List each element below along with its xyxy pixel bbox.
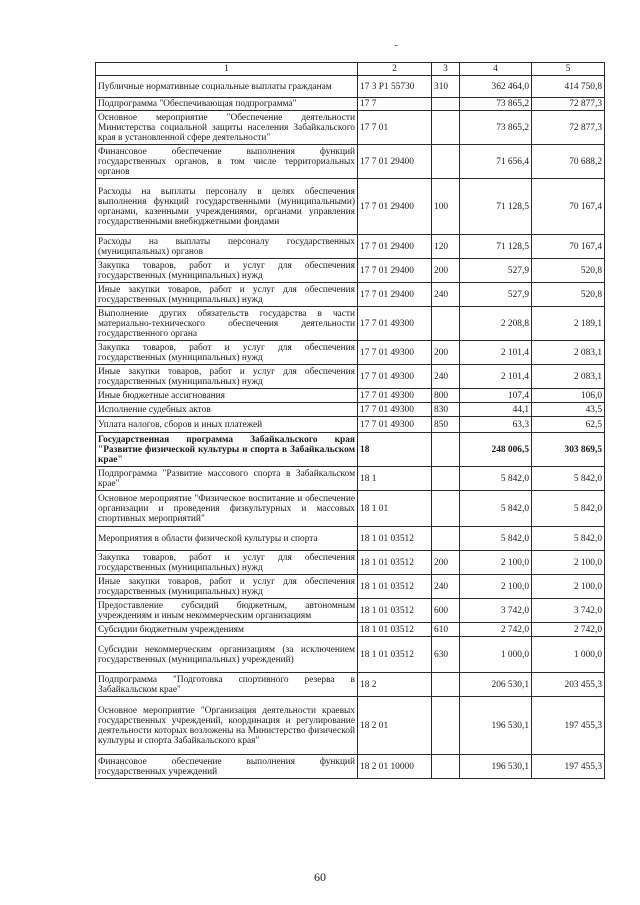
- row-code: 17 7 01 49300: [358, 403, 432, 417]
- row-name: Расходы на выплаты персоналу в целях обеспечения выполнения функций государственными (муниципальными) органами, казенными учреждениями, органами управления государственными внебюджетными фондами: [96, 179, 358, 235]
- row-name: Подпрограмма "Обеспечивающая подпрограмма": [96, 98, 358, 111]
- row-code: 17 7 01 49300: [358, 307, 432, 341]
- table-row: [96, 235, 605, 259]
- row-code: 18 1 01 03512: [358, 551, 432, 575]
- row-expense-type: 100: [432, 179, 460, 235]
- row-expense-type: [432, 755, 460, 779]
- row-code: 17 7 01 29400: [358, 235, 432, 259]
- row-value-col4: 206 530,1: [460, 673, 532, 697]
- table-row: [96, 433, 605, 467]
- row-code: 18 1 01 03512: [358, 575, 432, 599]
- row-expense-type: 630: [432, 637, 460, 673]
- row-value-col5: 72 877,3: [532, 98, 605, 111]
- row-code: 18 1 01 03512: [358, 527, 432, 551]
- row-value-col5: 414 750,8: [532, 76, 605, 98]
- row-expense-type: 240: [432, 283, 460, 307]
- row-code: 17 7 01 49300: [358, 389, 432, 403]
- row-name: Расходы на выплаты персоналу государственных (муниципальных) органов: [96, 235, 358, 259]
- table-row: [96, 697, 605, 755]
- row-name: Уплата налогов, сборов и иных платежей: [96, 417, 358, 433]
- table-row: [96, 179, 605, 235]
- row-value-col5: 1 000,0: [532, 637, 605, 673]
- row-value-col5: 2 083,1: [532, 341, 605, 365]
- row-code: 17 7: [358, 98, 432, 111]
- table-row: [96, 491, 605, 527]
- row-value-col5: 5 842,0: [532, 491, 605, 527]
- row-expense-type: 240: [432, 575, 460, 599]
- row-value-col4: 248 006,5: [460, 433, 532, 467]
- row-name: Закупка товаров, работ и услуг для обеспечения государственных (муниципальных) нужд: [96, 341, 358, 365]
- row-value-col4: 196 530,1: [460, 755, 532, 779]
- row-name: Государственная программа Забайкальского края "Развитие физической культуры и спорта в Забайкальском крае": [96, 433, 358, 467]
- row-name: Субсидии бюджетным учреждениям: [96, 623, 358, 637]
- table-row: [96, 673, 605, 697]
- row-name: Мероприятия в области физической культуры и спорта: [96, 527, 358, 551]
- row-value-col5: 43,5: [532, 403, 605, 417]
- row-expense-type: [432, 98, 460, 111]
- row-value-col4: 196 530,1: [460, 697, 532, 755]
- row-value-col5: 5 842,0: [532, 467, 605, 491]
- table-row: [96, 145, 605, 179]
- header-col-3: 3: [432, 63, 460, 76]
- row-value-col4: 3 742,0: [460, 599, 532, 623]
- row-name: Основное мероприятие "Физическое воспитание и обеспечение организации и проведения физкультурных и массовых спортивных мероприятий": [96, 491, 358, 527]
- row-value-col5: 62,5: [532, 417, 605, 433]
- row-expense-type: 200: [432, 259, 460, 283]
- row-value-col4: 1 000,0: [460, 637, 532, 673]
- row-value-col5: 5 842,0: [532, 527, 605, 551]
- table-row: [96, 623, 605, 637]
- row-name: Основное мероприятие "Организация деятельности краевых государственных учреждений, координация и регулирование деятельности которых возложены на Министерство физической культуры и спорта Забайкальского края": [96, 697, 358, 755]
- row-code: 18 1: [358, 467, 432, 491]
- row-value-col4: 5 842,0: [460, 467, 532, 491]
- row-value-col5: 197 455,3: [532, 755, 605, 779]
- row-value-col4: 2 742,0: [460, 623, 532, 637]
- header-col-1: 1: [96, 63, 358, 76]
- row-value-col5: 3 742,0: [532, 599, 605, 623]
- row-value-col5: 70 167,4: [532, 179, 605, 235]
- row-name: Иные бюджетные ассигнования: [96, 389, 358, 403]
- row-name: Иные закупки товаров, работ и услуг для обеспечения государственных (муниципальных) нужд: [96, 575, 358, 599]
- row-name: Иные закупки товаров, работ и услуг для обеспечения государственных (муниципальных) нужд: [96, 283, 358, 307]
- header-col-5: 5: [532, 63, 605, 76]
- row-value-col5: 2 189,1: [532, 307, 605, 341]
- row-code: 17 7 01 49300: [358, 365, 432, 389]
- row-code: 18: [358, 433, 432, 467]
- row-expense-type: [432, 433, 460, 467]
- row-value-col4: 71 128,5: [460, 179, 532, 235]
- row-name: Закупка товаров, работ и услуг для обеспечения государственных (муниципальных) нужд: [96, 259, 358, 283]
- row-name: Публичные нормативные социальные выплаты гражданам: [96, 76, 358, 98]
- row-value-col4: 73 865,2: [460, 111, 532, 145]
- row-expense-type: 120: [432, 235, 460, 259]
- row-name: Предоставление субсидий бюджетным, автономным учреждениям и иным некоммерческим организациям: [96, 599, 358, 623]
- table-row: [96, 755, 605, 779]
- row-value-col4: 527,9: [460, 259, 532, 283]
- row-name: Финансовое обеспечение выполнения функций государственных учреждений: [96, 755, 358, 779]
- row-value-col5: 72 877,3: [532, 111, 605, 145]
- row-value-col4: 73 865,2: [460, 98, 532, 111]
- table-row: [96, 76, 605, 98]
- row-name: Иные закупки товаров, работ и услуг для обеспечения государственных (муниципальных) нужд: [96, 365, 358, 389]
- row-expense-type: [432, 467, 460, 491]
- row-code: 18 1 01 03512: [358, 623, 432, 637]
- table-row: [96, 283, 605, 307]
- table-row: [96, 111, 605, 145]
- row-code: 17 3 Р1 55730: [358, 76, 432, 98]
- table-body: [96, 76, 605, 779]
- row-expense-type: [432, 491, 460, 527]
- table-row: [96, 575, 605, 599]
- table-row: [96, 403, 605, 417]
- scan-speck: [395, 45, 398, 46]
- row-expense-type: [432, 111, 460, 145]
- row-value-col5: 2 742,0: [532, 623, 605, 637]
- row-value-col4: 2 101,4: [460, 365, 532, 389]
- row-name: Выполнение других обязательств государства в части материально-технического обеспечения деятельности государственного органа: [96, 307, 358, 341]
- row-code: 17 7 01 29400: [358, 179, 432, 235]
- row-name: Финансовое обеспечение выполнения функций государственных органов, в том числе территориальных органов: [96, 145, 358, 179]
- row-value-col5: 70 688,2: [532, 145, 605, 179]
- row-name: Закупка товаров, работ и услуг для обеспечения государственных (муниципальных) нужд: [96, 551, 358, 575]
- row-value-col5: 2 100,0: [532, 575, 605, 599]
- row-value-col4: 63,3: [460, 417, 532, 433]
- row-expense-type: [432, 697, 460, 755]
- row-expense-type: 240: [432, 365, 460, 389]
- row-code: 18 1 01 03512: [358, 637, 432, 673]
- row-value-col5: 106,0: [532, 389, 605, 403]
- row-value-col5: 2 100,0: [532, 551, 605, 575]
- row-expense-type: 800: [432, 389, 460, 403]
- table-row: [96, 341, 605, 365]
- budget-table: [95, 62, 605, 779]
- table-row: [96, 259, 605, 283]
- row-code: 17 7 01 49300: [358, 417, 432, 433]
- table-row: [96, 389, 605, 403]
- row-value-col4: 2 101,4: [460, 341, 532, 365]
- row-name: Субсидии некоммерческим организациям (за исключением государственных (муниципальных) учреждений): [96, 637, 358, 673]
- row-expense-type: [432, 145, 460, 179]
- table-row: [96, 467, 605, 491]
- row-expense-type: [432, 673, 460, 697]
- table-row: [96, 551, 605, 575]
- row-expense-type: 200: [432, 551, 460, 575]
- row-expense-type: 200: [432, 341, 460, 365]
- row-expense-type: 850: [432, 417, 460, 433]
- row-expense-type: [432, 527, 460, 551]
- row-value-col5: 70 167,4: [532, 235, 605, 259]
- row-code: 17 7 01 29400: [358, 259, 432, 283]
- table-row: [96, 527, 605, 551]
- row-expense-type: [432, 307, 460, 341]
- row-name: Исполнение судебных актов: [96, 403, 358, 417]
- row-name: Подпрограмма "Подготовка спортивного резерва в Забайкальском крае": [96, 673, 358, 697]
- row-value-col4: 362 464,0: [460, 76, 532, 98]
- row-value-col4: 2 100,0: [460, 551, 532, 575]
- row-name: Подпрограмма "Развитие массового спорта в Забайкальском крае": [96, 467, 358, 491]
- row-value-col4: 2 100,0: [460, 575, 532, 599]
- row-code: 18 1 01 03512: [358, 599, 432, 623]
- header-col-4: 4: [460, 63, 532, 76]
- row-value-col4: 71 128,5: [460, 235, 532, 259]
- row-value-col4: 44,1: [460, 403, 532, 417]
- page-number: 60: [314, 870, 326, 884]
- row-code: 17 7 01 29400: [358, 145, 432, 179]
- row-code: 17 7 01: [358, 111, 432, 145]
- row-value-col5: 2 083,1: [532, 365, 605, 389]
- row-expense-type: 600: [432, 599, 460, 623]
- row-value-col5: 197 455,3: [532, 697, 605, 755]
- row-value-col4: 107,4: [460, 389, 532, 403]
- table-row: [96, 98, 605, 111]
- row-expense-type: 830: [432, 403, 460, 417]
- table-header-row: [96, 63, 605, 76]
- row-value-col4: 5 842,0: [460, 527, 532, 551]
- row-expense-type: 610: [432, 623, 460, 637]
- row-code: 18 2 01 10000: [358, 755, 432, 779]
- row-value-col4: 2 208,8: [460, 307, 532, 341]
- row-name: Основное мероприятие "Обеспечение деятельности Министерства социальной защиты населения Забайкальского края в установленной сфере деятельности": [96, 111, 358, 145]
- row-value-col4: 71 656,4: [460, 145, 532, 179]
- table-row: [96, 599, 605, 623]
- table-row: [96, 417, 605, 433]
- table-row: [96, 637, 605, 673]
- row-code: 18 2: [358, 673, 432, 697]
- header-col-2: 2: [358, 63, 432, 76]
- row-value-col5: 520,8: [532, 259, 605, 283]
- row-code: 18 1 01: [358, 491, 432, 527]
- row-value-col5: 303 869,5: [532, 433, 605, 467]
- row-value-col5: 203 455,3: [532, 673, 605, 697]
- row-code: 17 7 01 29400: [358, 283, 432, 307]
- table-row: [96, 307, 605, 341]
- row-value-col4: 5 842,0: [460, 491, 532, 527]
- row-expense-type: 310: [432, 76, 460, 98]
- row-code: 18 2 01: [358, 697, 432, 755]
- row-code: 17 7 01 49300: [358, 341, 432, 365]
- row-value-col4: 527,9: [460, 283, 532, 307]
- row-value-col5: 520,8: [532, 283, 605, 307]
- table-row: [96, 365, 605, 389]
